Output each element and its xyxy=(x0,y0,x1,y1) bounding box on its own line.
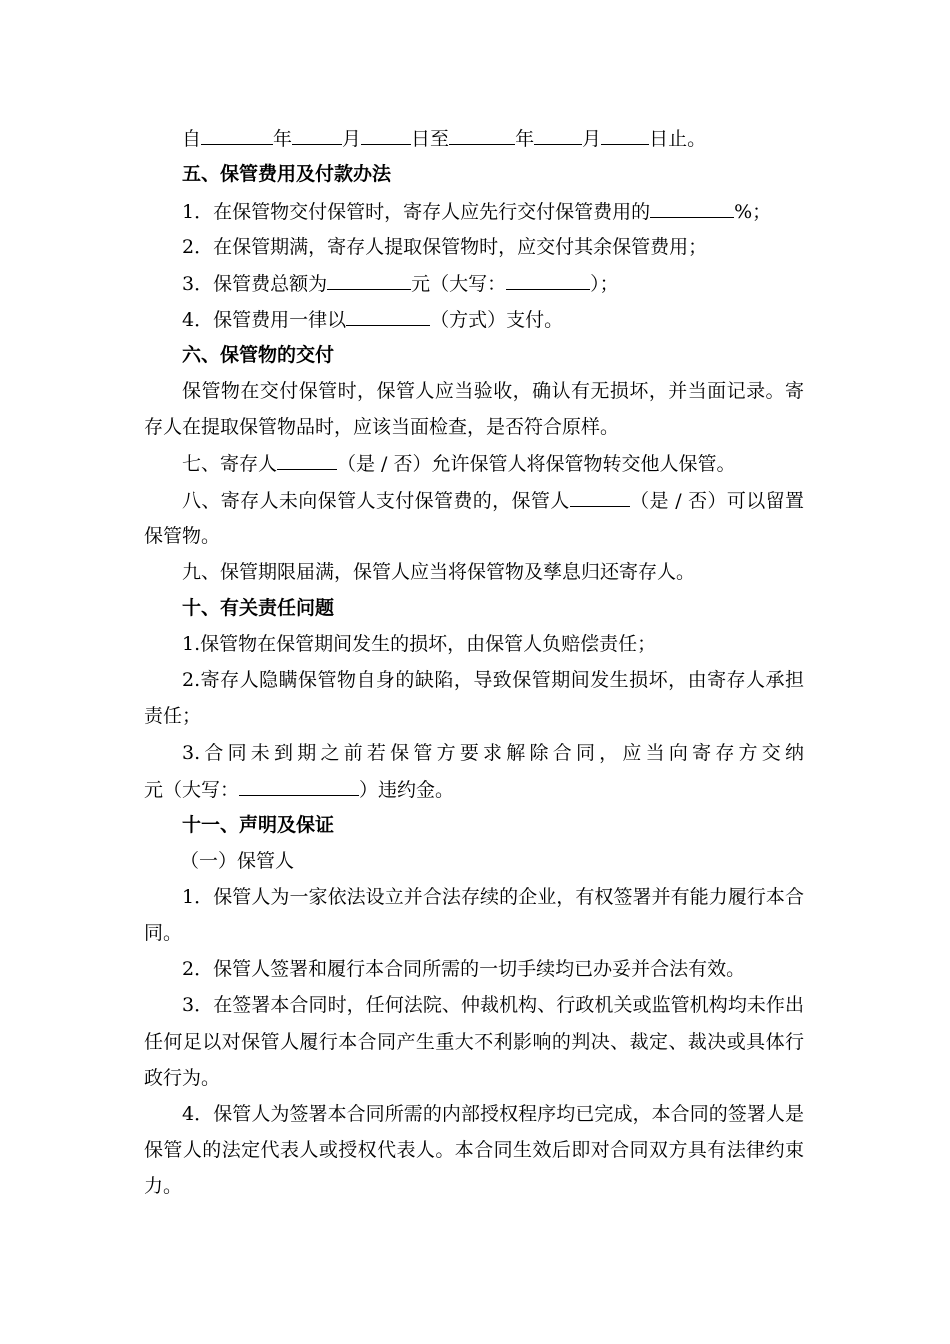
paragraph-line xyxy=(144,777,454,802)
text: 日止。 xyxy=(649,128,707,150)
text: 年 xyxy=(515,128,535,150)
clause-line: 3.合同未到期之前若保管方要求解除合同，应当向寄存方交纳 xyxy=(182,742,804,764)
text: 元（大写： xyxy=(144,779,240,801)
blank-field[interactable] xyxy=(449,126,515,145)
blank-field[interactable] xyxy=(239,777,359,796)
text: 自 xyxy=(182,128,202,150)
paragraph-line: 政行为。 xyxy=(144,1067,221,1089)
paragraph-line: 同。 xyxy=(144,922,183,944)
section-heading: 六、保管物的交付 xyxy=(182,344,335,366)
section-heading: 五、保管费用及付款办法 xyxy=(182,163,392,185)
text: （方式）支付。 xyxy=(430,309,564,331)
clause-line: 3．在签署本合同时，任何法院、仲裁机构、行政机关或监管机构均未作出 xyxy=(182,994,804,1016)
clause-line xyxy=(182,307,563,332)
subsection-heading: （一）保管人 xyxy=(180,850,295,872)
paragraph-line: 保管人的法定代表人或授权代表人。本合同生效后即对合同双方具有法律约束 xyxy=(144,1139,804,1161)
text: 七、寄存人 xyxy=(182,453,278,475)
text: 年 xyxy=(273,128,293,150)
text: 4．保管费用一律以 xyxy=(182,309,347,331)
text: 月 xyxy=(342,128,362,150)
paragraph-line: 任何足以对保管人履行本合同产生重大不利影响的判决、裁定、裁决或具体行 xyxy=(144,1031,804,1053)
blank-field[interactable] xyxy=(346,307,430,326)
text: %； xyxy=(734,201,772,223)
text: 月 xyxy=(582,128,602,150)
clause-line xyxy=(182,488,804,513)
paragraph-line: 存人在提取保管物品时，应该当面检查，是否符合原样。 xyxy=(144,416,620,438)
clause-line xyxy=(182,199,771,224)
blank-field[interactable] xyxy=(650,199,734,218)
blank-field[interactable] xyxy=(506,271,590,290)
text: （是 / 否）可以留置 xyxy=(629,490,804,512)
clause-line: 2．在保管期满，寄存人提取保管物时，应交付其余保管费用； xyxy=(182,236,708,258)
blank-field[interactable] xyxy=(292,126,342,145)
paragraph-line: 保管物在交付保管时，保管人应当验收，确认有无损坏，并当面记录。寄 xyxy=(182,380,804,402)
clause-line: 4．保管人为签署本合同所需的内部授权程序均已完成，本合同的签署人是 xyxy=(182,1103,804,1125)
paragraph-line: 力。 xyxy=(144,1175,183,1197)
blank-field[interactable] xyxy=(534,126,582,145)
clause-line: 2．保管人签署和履行本合同所需的一切手续均已办妥并合法有效。 xyxy=(182,958,746,980)
clause-line xyxy=(182,271,619,296)
blank-field[interactable] xyxy=(277,451,337,470)
text: ）违约金。 xyxy=(359,779,455,801)
blank-field[interactable] xyxy=(570,488,630,507)
clause-line xyxy=(182,451,736,476)
text: 元（大写： xyxy=(411,273,507,295)
paragraph-line: 责任； xyxy=(144,705,202,727)
clause-line: 1.保管物在保管期间发生的损坏，由保管人负赔偿责任； xyxy=(182,633,657,655)
blank-field[interactable] xyxy=(601,126,649,145)
clause-line: 2.寄存人隐瞒保管物自身的缺陷，导致保管期间发生损坏，由寄存人承担 xyxy=(182,669,804,691)
section-heading: 十一、声明及保证 xyxy=(182,814,335,836)
text: 日至 xyxy=(411,128,450,150)
date-range-line xyxy=(182,126,706,151)
clause-line: 九、保管期限届满，保管人应当将保管物及孳息归还寄存人。 xyxy=(182,561,696,583)
text: （是 / 否）允许保管人将保管物转交他人保管。 xyxy=(337,453,736,475)
blank-field[interactable] xyxy=(327,271,411,290)
clause-line: 1．保管人为一家依法设立并合法存续的企业，有权签署并有能力履行本合 xyxy=(182,886,804,908)
text: 1．在保管物交付保管时，寄存人应先行交付保管费用的 xyxy=(182,201,651,223)
text: 八、寄存人未向保管人支付保管费的，保管人 xyxy=(182,490,570,512)
blank-field[interactable] xyxy=(201,126,273,145)
text: 3．保管费总额为 xyxy=(182,273,328,295)
section-heading: 十、有关责任问题 xyxy=(182,597,335,619)
blank-field[interactable] xyxy=(361,126,411,145)
text: ）； xyxy=(590,273,619,295)
paragraph-line: 保管物。 xyxy=(144,525,221,547)
